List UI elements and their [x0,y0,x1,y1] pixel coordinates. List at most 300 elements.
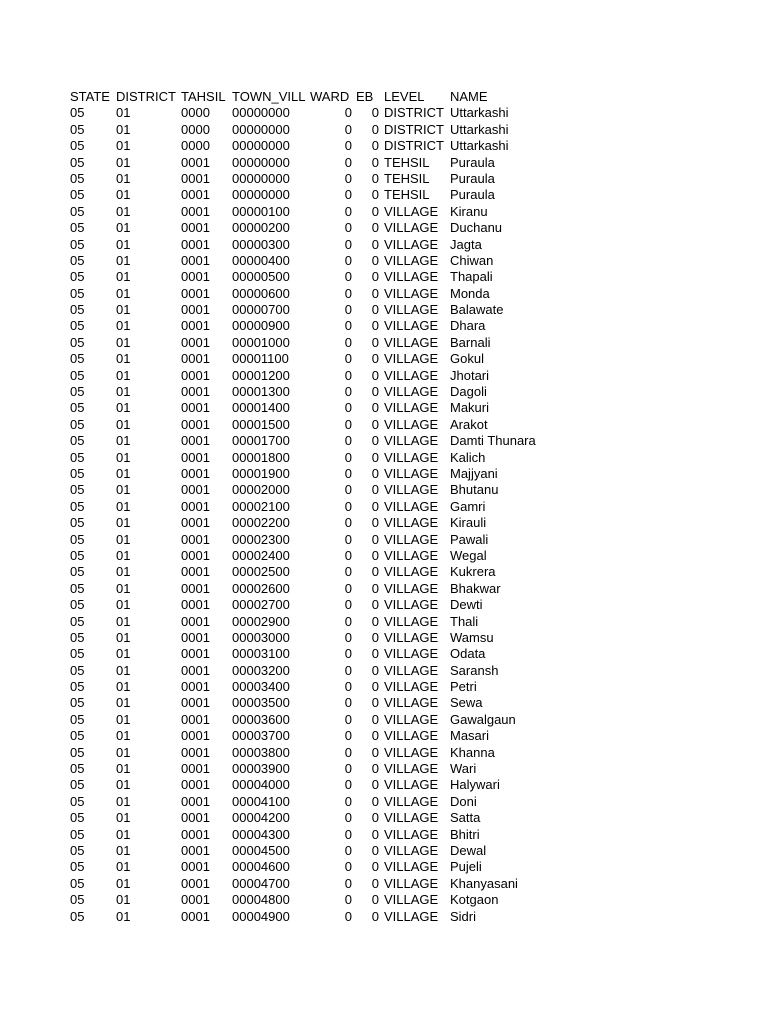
cell-eb: 0 [371,285,379,301]
cell-ward: 0 [344,531,352,547]
cell-level: VILLAGE [384,629,439,645]
cell-state: 05 [70,679,85,695]
cell-tahsil: 0001 [181,597,210,613]
cell-eb: 0 [371,482,379,498]
cell-level: VILLAGE [384,449,439,465]
cell-eb: 0 [371,367,379,383]
cell-level: VILLAGE [384,318,439,334]
cell-state: 05 [70,875,85,891]
cell-state: 05 [70,252,85,268]
cell-level: VILLAGE [384,515,439,531]
cell-name: Odata [450,646,486,662]
cell-town-vill: 00002100 [232,498,290,514]
header-ward: WARD [310,89,350,104]
cell-eb: 0 [371,416,379,432]
cell-level: VILLAGE [384,728,439,744]
cell-level: VILLAGE [384,236,439,252]
cell-name: Petri [450,679,477,695]
cell-state: 05 [70,613,85,629]
cell-name: Bhakwar [450,580,501,596]
cell-state: 05 [70,433,85,449]
cell-name: Dewti [450,597,483,613]
cell-level: VILLAGE [384,351,439,367]
cell-district: 01 [116,187,131,203]
cell-tahsil: 0001 [181,695,210,711]
cell-state: 05 [70,138,85,154]
cell-ward: 0 [344,580,352,596]
cell-name: Bhutanu [450,482,499,498]
cell-tahsil: 0001 [181,236,210,252]
cell-name: Sewa [450,695,483,711]
cell-ward: 0 [344,679,352,695]
cell-level: VILLAGE [384,761,439,777]
header-town-vill: TOWN_VILL [232,89,306,104]
cell-tahsil: 0001 [181,318,210,334]
cell-state: 05 [70,761,85,777]
cell-name: Gokul [450,351,484,367]
cell-ward: 0 [344,105,352,121]
cell-town-vill: 00000000 [232,170,290,186]
cell-town-vill: 00002700 [232,597,290,613]
cell-district: 01 [116,236,131,252]
cell-town-vill: 00000000 [232,121,290,137]
cell-name: Balawate [450,302,504,318]
cell-tahsil: 0001 [181,761,210,777]
cell-level: VILLAGE [384,564,439,580]
cell-district: 01 [116,761,131,777]
cell-state: 05 [70,498,85,514]
cell-town-vill: 00001700 [232,433,290,449]
cell-district: 01 [116,662,131,678]
cell-level: VILLAGE [384,613,439,629]
cell-tahsil: 0001 [181,564,210,580]
cell-ward: 0 [344,793,352,809]
cell-district: 01 [116,302,131,318]
cell-town-vill: 00001800 [232,449,290,465]
cell-tahsil: 0001 [181,367,210,383]
cell-eb: 0 [371,302,379,318]
cell-eb: 0 [371,318,379,334]
cell-ward: 0 [344,515,352,531]
cell-name: Uttarkashi [450,121,509,137]
cell-tahsil: 0001 [181,433,210,449]
cell-name: Wari [450,761,477,777]
cell-state: 05 [70,351,85,367]
cell-level: VILLAGE [384,810,439,826]
cell-town-vill: 00002300 [232,531,290,547]
header-level: LEVEL [384,89,425,104]
cell-ward: 0 [344,334,352,350]
cell-ward: 0 [344,597,352,613]
cell-name: Kirauli [450,515,487,531]
cell-state: 05 [70,892,85,908]
cell-town-vill: 00004000 [232,777,290,793]
cell-level: VILLAGE [384,908,439,924]
cell-ward: 0 [344,842,352,858]
cell-eb: 0 [371,597,379,613]
header-state: STATE [70,89,110,104]
cell-district: 01 [116,170,131,186]
cell-eb: 0 [371,252,379,268]
cell-name: Wamsu [450,629,494,645]
cell-level: VILLAGE [384,777,439,793]
cell-town-vill: 00001000 [232,334,290,350]
cell-tahsil: 0001 [181,351,210,367]
cell-town-vill: 00001400 [232,400,290,416]
cell-ward: 0 [344,482,352,498]
cell-name: Majjyani [450,465,498,481]
cell-eb: 0 [371,875,379,891]
cell-name: Damti Thunara [450,433,536,449]
cell-eb: 0 [371,580,379,596]
cell-eb: 0 [371,269,379,285]
cell-state: 05 [70,777,85,793]
cell-town-vill: 00002600 [232,580,290,596]
cell-district: 01 [116,121,131,137]
cell-eb: 0 [371,351,379,367]
cell-ward: 0 [344,908,352,924]
cell-level: TEHSIL [384,170,430,186]
cell-district: 01 [116,597,131,613]
cell-level: VILLAGE [384,252,439,268]
cell-eb: 0 [371,777,379,793]
cell-tahsil: 0001 [181,515,210,531]
cell-eb: 0 [371,646,379,662]
cell-ward: 0 [344,269,352,285]
cell-eb: 0 [371,187,379,203]
cell-ward: 0 [344,662,352,678]
cell-district: 01 [116,744,131,760]
cell-tahsil: 0001 [181,498,210,514]
cell-ward: 0 [344,892,352,908]
cell-state: 05 [70,105,85,121]
cell-town-vill: 00000500 [232,269,290,285]
cell-tahsil: 0001 [181,662,210,678]
cell-ward: 0 [344,859,352,875]
cell-state: 05 [70,793,85,809]
cell-eb: 0 [371,515,379,531]
cell-level: VILLAGE [384,400,439,416]
cell-ward: 0 [344,449,352,465]
cell-district: 01 [116,892,131,908]
cell-eb: 0 [371,154,379,170]
cell-tahsil: 0001 [181,613,210,629]
cell-state: 05 [70,384,85,400]
cell-district: 01 [116,531,131,547]
cell-tahsil: 0001 [181,252,210,268]
cell-name: Puraula [450,187,495,203]
cell-state: 05 [70,810,85,826]
cell-eb: 0 [371,810,379,826]
cell-level: VILLAGE [384,875,439,891]
cell-state: 05 [70,908,85,924]
cell-name: Saransh [450,662,499,678]
cell-name: Bhitri [450,826,480,842]
cell-level: VILLAGE [384,711,439,727]
cell-name: Chiwan [450,252,494,268]
cell-district: 01 [116,220,131,236]
cell-district: 01 [116,334,131,350]
cell-eb: 0 [371,761,379,777]
cell-town-vill: 00002900 [232,613,290,629]
cell-town-vill: 00000700 [232,302,290,318]
cell-level: VILLAGE [384,384,439,400]
cell-town-vill: 00004700 [232,875,290,891]
cell-eb: 0 [371,908,379,924]
cell-ward: 0 [344,629,352,645]
cell-tahsil: 0001 [181,285,210,301]
cell-level: TEHSIL [384,187,430,203]
cell-name: Halywari [450,777,500,793]
cell-tahsil: 0001 [181,826,210,842]
cell-eb: 0 [371,744,379,760]
cell-district: 01 [116,252,131,268]
cell-town-vill: 00004600 [232,859,290,875]
cell-ward: 0 [344,187,352,203]
cell-district: 01 [116,629,131,645]
cell-level: VILLAGE [384,482,439,498]
cell-tahsil: 0001 [181,728,210,744]
cell-name: Sidri [450,908,477,924]
cell-district: 01 [116,416,131,432]
cell-ward: 0 [344,121,352,137]
cell-ward: 0 [344,236,352,252]
cell-tahsil: 0001 [181,679,210,695]
cell-district: 01 [116,285,131,301]
cell-name: Gamri [450,498,486,514]
cell-state: 05 [70,203,85,219]
cell-name: Barnali [450,334,491,350]
cell-state: 05 [70,236,85,252]
cell-tahsil: 0001 [181,531,210,547]
cell-state: 05 [70,580,85,596]
cell-eb: 0 [371,220,379,236]
cell-name: Gawalgaun [450,711,516,727]
cell-ward: 0 [344,826,352,842]
cell-name: Duchanu [450,220,503,236]
cell-state: 05 [70,334,85,350]
header-tahsil: TAHSIL [181,89,226,104]
cell-town-vill: 00004300 [232,826,290,842]
cell-state: 05 [70,515,85,531]
cell-level: TEHSIL [384,154,430,170]
cell-eb: 0 [371,826,379,842]
cell-level: VILLAGE [384,203,439,219]
cell-eb: 0 [371,728,379,744]
cell-tahsil: 0001 [181,203,210,219]
cell-eb: 0 [371,170,379,186]
cell-town-vill: 00002500 [232,564,290,580]
cell-name: Kukrera [450,564,496,580]
cell-eb: 0 [371,679,379,695]
cell-level: VILLAGE [384,220,439,236]
cell-tahsil: 0001 [181,400,210,416]
cell-level: VILLAGE [384,531,439,547]
cell-town-vill: 00003000 [232,629,290,645]
cell-level: VILLAGE [384,859,439,875]
cell-eb: 0 [371,662,379,678]
cell-ward: 0 [344,810,352,826]
cell-eb: 0 [371,498,379,514]
cell-eb: 0 [371,334,379,350]
cell-tahsil: 0001 [181,416,210,432]
cell-level: VILLAGE [384,285,439,301]
cell-level: VILLAGE [384,465,439,481]
cell-town-vill: 00000900 [232,318,290,334]
cell-level: DISTRICT [384,105,444,121]
cell-tahsil: 0001 [181,629,210,645]
cell-level: VILLAGE [384,892,439,908]
header-name: NAME [450,89,488,104]
cell-tahsil: 0001 [181,892,210,908]
cell-district: 01 [116,842,131,858]
cell-district: 01 [116,269,131,285]
cell-district: 01 [116,810,131,826]
cell-eb: 0 [371,236,379,252]
cell-ward: 0 [344,203,352,219]
cell-town-vill: 00000600 [232,285,290,301]
cell-name: Dewal [450,842,487,858]
cell-ward: 0 [344,384,352,400]
cell-level: VILLAGE [384,367,439,383]
cell-name: Kotgaon [450,892,499,908]
cell-town-vill: 00003400 [232,679,290,695]
cell-state: 05 [70,465,85,481]
cell-tahsil: 0001 [181,711,210,727]
cell-district: 01 [116,105,131,121]
cell-town-vill: 00000400 [232,252,290,268]
cell-level: VILLAGE [384,269,439,285]
cell-state: 05 [70,859,85,875]
cell-name: Uttarkashi [450,138,509,154]
cell-town-vill: 00003500 [232,695,290,711]
cell-ward: 0 [344,761,352,777]
cell-district: 01 [116,580,131,596]
cell-name: Monda [450,285,490,301]
cell-ward: 0 [344,367,352,383]
cell-ward: 0 [344,465,352,481]
cell-name: Khanna [450,744,495,760]
cell-state: 05 [70,170,85,186]
cell-name: Khanyasani [450,875,518,891]
cell-ward: 0 [344,728,352,744]
cell-eb: 0 [371,695,379,711]
cell-name: Satta [450,810,481,826]
cell-ward: 0 [344,744,352,760]
cell-ward: 0 [344,875,352,891]
cell-eb: 0 [371,105,379,121]
cell-name: Thapali [450,269,493,285]
cell-state: 05 [70,400,85,416]
cell-tahsil: 0001 [181,384,210,400]
cell-name: Jagta [450,236,482,252]
cell-level: VILLAGE [384,416,439,432]
cell-name: Pawali [450,531,489,547]
cell-level: VILLAGE [384,597,439,613]
cell-town-vill: 00004100 [232,793,290,809]
cell-district: 01 [116,728,131,744]
cell-district: 01 [116,367,131,383]
cell-state: 05 [70,646,85,662]
cell-ward: 0 [344,285,352,301]
cell-district: 01 [116,908,131,924]
cell-name: Puraula [450,170,495,186]
cell-town-vill: 00004800 [232,892,290,908]
cell-town-vill: 00004900 [232,908,290,924]
cell-name: Kiranu [450,203,488,219]
cell-town-vill: 00000000 [232,138,290,154]
cell-state: 05 [70,121,85,137]
cell-district: 01 [116,826,131,842]
cell-state: 05 [70,318,85,334]
cell-state: 05 [70,695,85,711]
cell-state: 05 [70,302,85,318]
cell-state: 05 [70,842,85,858]
cell-district: 01 [116,515,131,531]
cell-ward: 0 [344,302,352,318]
cell-name: Arakot [450,416,488,432]
cell-district: 01 [116,465,131,481]
cell-tahsil: 0000 [181,121,210,137]
cell-ward: 0 [344,318,352,334]
cell-town-vill: 00003600 [232,711,290,727]
cell-tahsil: 0001 [181,859,210,875]
cell-district: 01 [116,564,131,580]
cell-district: 01 [116,777,131,793]
cell-tahsil: 0001 [181,170,210,186]
cell-level: VILLAGE [384,744,439,760]
cell-district: 01 [116,613,131,629]
cell-state: 05 [70,597,85,613]
cell-tahsil: 0000 [181,105,210,121]
cell-state: 05 [70,154,85,170]
cell-district: 01 [116,351,131,367]
cell-tahsil: 0001 [181,777,210,793]
cell-tahsil: 0001 [181,302,210,318]
cell-district: 01 [116,384,131,400]
cell-name: Kalich [450,449,486,465]
cell-name: Pujeli [450,859,482,875]
cell-name: Doni [450,793,477,809]
cell-town-vill: 00003200 [232,662,290,678]
cell-state: 05 [70,367,85,383]
cell-ward: 0 [344,564,352,580]
cell-name: Dagoli [450,384,487,400]
cell-district: 01 [116,711,131,727]
cell-district: 01 [116,449,131,465]
cell-town-vill: 00003700 [232,728,290,744]
cell-eb: 0 [371,629,379,645]
cell-tahsil: 0001 [181,334,210,350]
cell-ward: 0 [344,220,352,236]
cell-district: 01 [116,482,131,498]
cell-state: 05 [70,416,85,432]
cell-state: 05 [70,269,85,285]
cell-tahsil: 0001 [181,842,210,858]
cell-level: VILLAGE [384,547,439,563]
cell-town-vill: 00002400 [232,547,290,563]
cell-eb: 0 [371,138,379,154]
cell-level: DISTRICT [384,121,444,137]
cell-state: 05 [70,547,85,563]
cell-town-vill: 00000100 [232,203,290,219]
cell-name: Makuri [450,400,490,416]
cell-tahsil: 0001 [181,547,210,563]
cell-town-vill: 00000000 [232,105,290,121]
cell-ward: 0 [344,646,352,662]
cell-district: 01 [116,203,131,219]
cell-town-vill: 00001200 [232,367,290,383]
